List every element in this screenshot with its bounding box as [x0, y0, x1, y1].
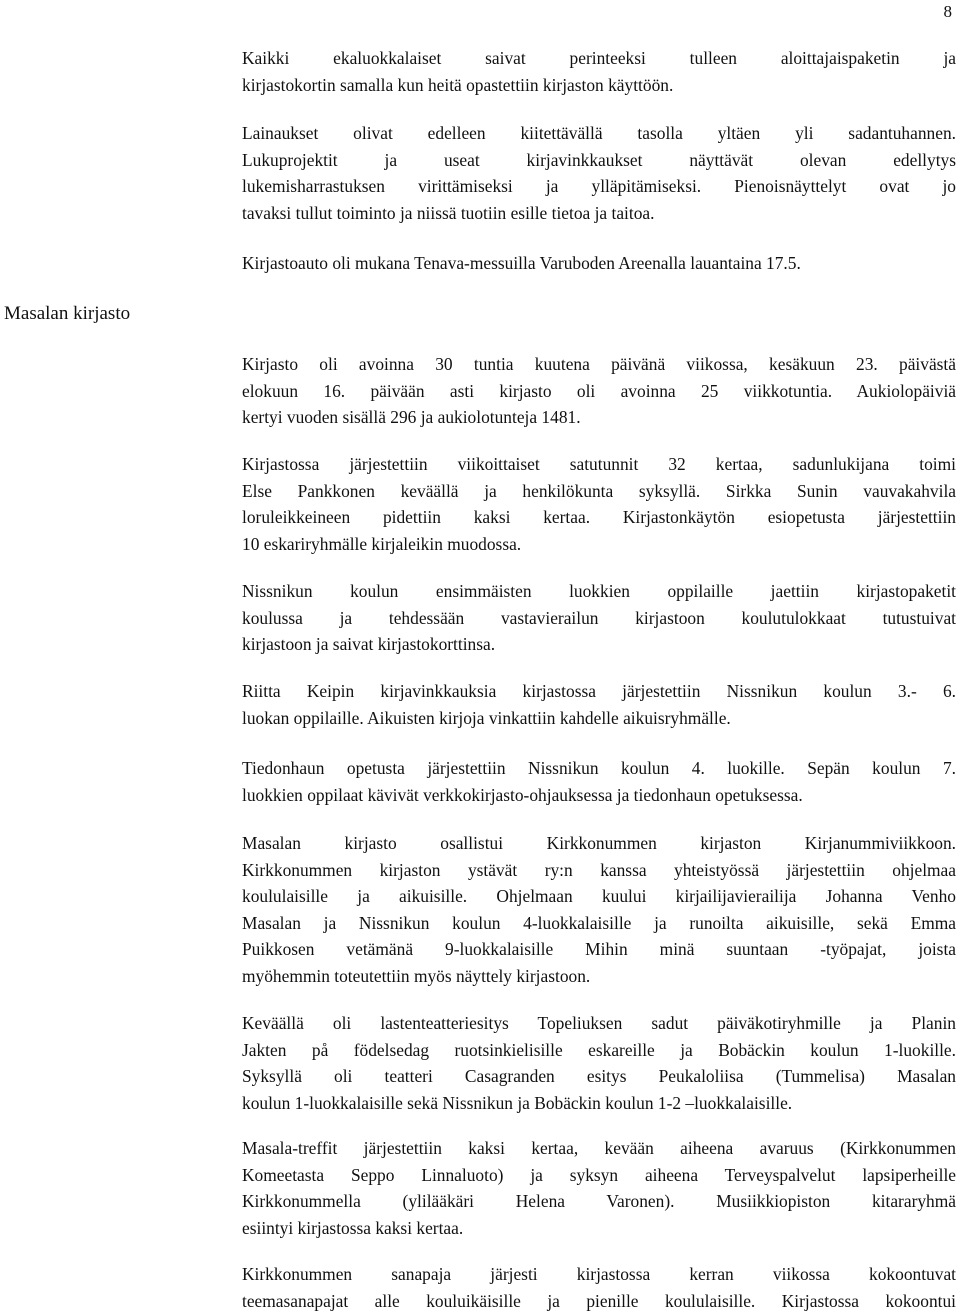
text-line: Lukuprojektit ja useat kirjavinkkaukset näyttävät olevan edellytys [242, 149, 956, 170]
paragraph [242, 120, 956, 226]
text-line: Syksyllä oli teatteri Casagranden esitys Peukaloliisa (Tummelisa) Masalan [242, 1066, 956, 1086]
text-line: koulussa ja tehdessään vastavierailun kirjastoon koulutulokkaat tutustuivat [242, 607, 956, 628]
paragraph [242, 1135, 956, 1241]
text-line: myöhemmin toteutettiin myös näyttely kirjastoon. [242, 965, 591, 986]
text-line: Kirkkonummen kirjaston ystävät ry:n kanssa yhteistyössä järjestettiin ohjelmaa [242, 859, 956, 880]
text-line: Jakten på födelsedag ruotsinkielisille eskareille ja Bobäckin koulun 1-luokille. [242, 1039, 956, 1060]
text-line: Kirjasto oli avoinna 30 tuntia kuutena päivänä viikossa, kesäkuun 23. päivästä [242, 354, 956, 374]
text-line: kirjastokortin samalla kun heitä opastettiin kirjaston käyttöön. [242, 74, 674, 95]
text-line: Lainaukset olivat edelleen kiitettävällä tasolla yltäen yli sadantuhannen. [242, 123, 956, 143]
text-line: Kirkkonummella (ylilääkäri Helena Varonen). Musiikkiopiston kitararyhmä [242, 1191, 956, 1211]
text-line: Riitta Keipin kirjavinkkauksia kirjastossa järjestettiin Nissnikun koulun 3.- 6. [242, 681, 956, 701]
text-line: luokan oppilaille. Aikuisten kirjoja vinkattiin kahdelle aikuisryhmälle. [242, 707, 731, 728]
text-line: lukemisharrastuksen virittämiseksi ja ylläpitämiseksi. Pienoisnäyttelyt ovat jo [242, 176, 956, 196]
text-line: Komeetasta Seppo Linnaluoto) ja syksyn aiheena Terveyspalvelut lapsiperheille [242, 1164, 956, 1185]
text-line: Masala-treffit järjestettiin kaksi kertaa, kevään aiheena avaruus (Kirkkonummen [242, 1138, 956, 1158]
paragraph [242, 1261, 956, 1314]
text-line: Masalan ja Nissnikun koulun 4-luokkalaisille ja runoilta aikuisille, sekä Emma [242, 912, 956, 933]
paragraph [242, 578, 956, 658]
paragraph [242, 451, 956, 557]
text-line: Tiedonhaun opetusta järjestettiin Nissnikun koulun 4. luokille. Sepän koulun 7. [242, 758, 956, 778]
text-line: Else Pankkonen keväällä ja henkilökunta syksyllä. Sirkka Sunin vauvakahvila [242, 480, 956, 501]
page-number: 8 [943, 2, 952, 21]
text-line: Kirjastoauto oli mukana Tenava-messuilla Varuboden Areenalla lauantaina 17.5. [242, 253, 801, 273]
text-line: teemasanapajat alle kouluikäisille ja pienille koululaisille. Kirjastossa kokoontui [242, 1290, 956, 1311]
text-line: esiintyi kirjastossa kaksi kertaa. [242, 1217, 464, 1238]
paragraph [242, 351, 956, 431]
paragraph [242, 678, 956, 731]
paragraph [242, 755, 956, 808]
text-line: Kirjastossa järjestettiin viikoittaiset satutunnit 32 kertaa, sadunlukijana toimi [242, 454, 956, 474]
paragraph [242, 830, 956, 989]
section-heading: Masalan kirjasto [4, 303, 131, 324]
text-line: elokuun 16. päivään asti kirjasto oli avoinna 25 viikkotuntia. Aukiolopäiviä [242, 380, 956, 401]
text-line: kertyi vuoden sisällä 296 ja aukiolotunteja 1481. [242, 407, 581, 427]
text-line: koulun 1-luokkalaisille sekä Nissnikun ja Bobäckin koulun 1-2 –luokkalaisille. [242, 1092, 793, 1113]
paragraph [242, 45, 956, 98]
text-line: Masalan kirjasto osallistui Kirkkonummen kirjaston Kirjanummiviikkoon. [242, 833, 956, 853]
paragraph [242, 250, 956, 277]
text-line: 10 eskariryhmälle kirjaleikin muodossa. [242, 533, 522, 554]
text-line: luokkien oppilaat kävivät verkkokirjasto-ohjauksessa ja tiedonhaun opetuksessa. [242, 784, 803, 805]
text-line: loruleikkeineen pidettiin kaksi kertaa. Kirjastonkäytön esiopetusta järjestettiin [242, 507, 956, 527]
text-line: koululaisille ja aikuisille. Ohjelmaan kuului kirjailijavierailija Johanna Venho [242, 886, 956, 906]
text-line: kirjastoon ja saivat kirjastokorttinsa. [242, 634, 496, 654]
text-line: Puikkosen vetämänä 9-luokkalaisille Mihin minä suuntaan -työpajat, joista [242, 939, 956, 959]
text-line: tavaksi tullut toiminto ja niissä tuotiin esille tietoa ja taitoa. [242, 202, 655, 223]
paragraph [242, 1010, 956, 1116]
text-line: Keväällä oli lastenteatteriesitys Topeliuksen sadut päiväkotiryhmille ja Planin [242, 1013, 956, 1033]
text-line: Kaikki ekaluokkalaiset saivat perinteeksi tulleen aloittajaispaketin ja [242, 48, 956, 68]
text-line: Kirkkonummen sanapaja järjesti kirjastossa kerran viikossa kokoontuvat [242, 1264, 956, 1284]
text-line: Nissnikun koulun ensimmäisten luokkien oppilaille jaettiin kirjastopaketit [242, 581, 956, 601]
